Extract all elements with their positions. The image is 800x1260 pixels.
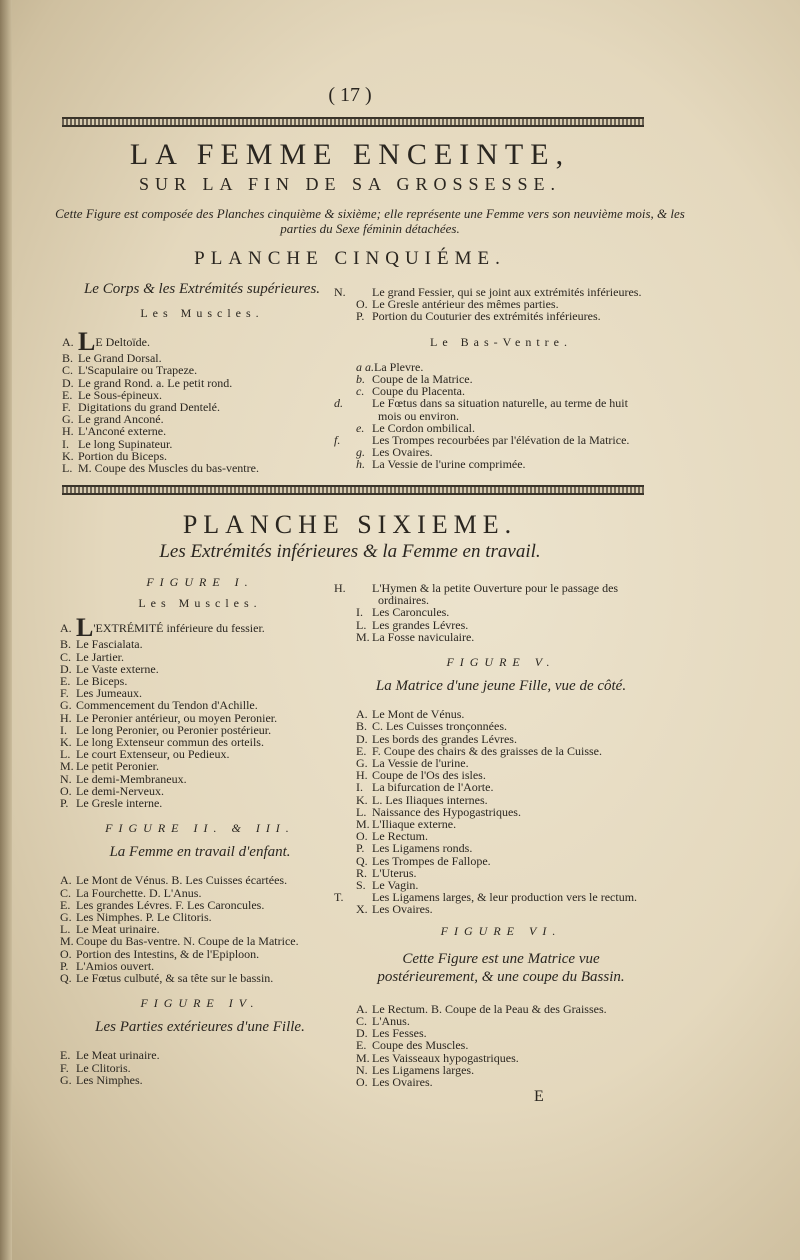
legend-key: F. [62,400,71,415]
legend-key: L. [62,461,73,476]
legend-key: L. [356,617,367,632]
legend-key: C. [60,885,72,900]
fig4-heading: Les Parties extérieures d'une Fille. [95,1019,305,1036]
legend-key: B. [60,637,72,652]
legend-text: La Fourchette. D. L'Anus. [76,885,202,900]
legend-key: O. [356,297,368,312]
signature-mark: E [534,1088,544,1105]
legend-key: M. [60,759,74,774]
legend-text: Le Grand Dorsal. [78,351,162,366]
fig23-list [60,874,340,984]
legend-text: Les Caroncules. [372,605,450,620]
legend-key: Q. [60,971,72,986]
legend-text: Le Vaste externe. [76,661,159,676]
planche5-heading: PLANCHE CINQUIÉME. [194,248,506,269]
legend-text: Le court Extenseur, ou Pedieux. [76,747,230,762]
legend-text: Portion des Intestins, & de l'Epiploon. [76,946,260,961]
legend-key: E. [60,674,71,689]
legend-key: E. [356,743,367,758]
planche6-right-list [334,581,646,644]
fig5-label: FIGURE V. [446,655,556,670]
legend-key: L. [356,804,367,819]
legend-key: D. [62,375,74,390]
legend-key: d. [334,396,343,411]
legend-text: Les Ovaires. [372,445,433,460]
fig6-heading: Cette Figure est une Matrice vue postérieurement, & une coupe du Bassin. [377,950,625,985]
legend-key: O. [60,783,72,798]
legend-text: Coupe de l'Os des isles. [372,768,486,783]
legend-key: g. [356,445,365,460]
legend-text: E Deltoïde. [95,335,150,350]
legend-text: Digitations du grand Dentelé. [78,400,220,415]
legend-text: Les Fesses. [372,1026,427,1041]
legend-key: Q. [356,853,368,868]
legend-entry [356,903,646,915]
fig23-heading: La Femme en travail d'enfant. [109,844,291,861]
fig4-label: FIGURE IV. [140,996,260,1011]
fig5-heading: La Matrice d'une jeune Fille, vue de côté. [375,678,627,695]
planche6-heading: PLANCHE SIXIEME. [182,510,518,539]
legend-key: T. [334,890,344,905]
legend-text: L'Scapulaire ou Trapeze. [78,363,198,378]
legend-key: O. [356,1075,368,1090]
legend-text: Les Ligamens ronds. [372,841,473,856]
planche6-right-column [334,581,646,1090]
legend-key: M. [60,934,74,949]
legend-key: B. [62,351,74,366]
legend-key: A. [356,1001,368,1016]
legend-text: L'Amios ouvert. [76,958,155,973]
legend-text: Le demi-Nerveux. [76,783,164,798]
fig6-list [356,1003,646,1088]
legend-key: P. [60,796,69,811]
fig1-label: FIGURE I. [146,575,254,589]
page-title: LA FEMME ENCEINTE, [129,138,571,171]
legend-text: Coupe du Placenta. [372,384,465,399]
fig6-label: FIGURE VI. [440,923,562,938]
legend-text: Le demi-Membraneux. [76,771,187,786]
legend-entry [356,310,646,322]
legend-text: Le Fœtus culbuté, & sa tête sur le bassin. [76,971,274,986]
legend-key: G. [60,910,72,925]
fig23-label: FIGURE II. & III. [105,821,295,836]
legend-key: E. [62,387,73,402]
planche5-right-column [334,285,646,472]
legend-text: Les Trompes recourbées par l'élévation de la Matrice. [372,433,630,448]
legend-key: K. [60,735,72,750]
legend-text: Le Sous-épineux. [78,387,162,402]
legend-text: Portion du Couturier des extrémités inférieures. [372,309,601,324]
legend-text: La Vessie de l'urine comprimée. [372,457,526,472]
legend-text: Les Ovaires. [372,902,433,917]
legend-key: G. [356,756,368,771]
legend-key: F. [60,686,69,701]
legend-key: H. [60,710,72,725]
legend-key: K. [62,448,74,463]
page-subtitle: SUR LA FIN DE SA GROSSESSE. [138,174,562,194]
drop-cap: L [78,327,96,357]
legend-entry [356,458,646,470]
legend-key: H. [356,768,368,783]
drop-cap: L [76,613,94,643]
legend-text: Les Ligamens larges, & leur production vers le rectum. [372,890,638,905]
legend-entry [356,1076,646,1088]
planche6-subheading: Les Extrémités inférieures & la Femme en travail. [159,541,541,562]
legend-text: Le Fœtus dans sa situation naturelle, au terme de huit mois ou environ. [372,396,628,423]
legend-text: L'Iliaque externe. [372,817,457,832]
fig1-muscles-label: Les Muscles. [138,596,262,611]
legend-key: I. [62,436,69,451]
legend-text: Les Ovaires. [372,1075,433,1090]
legend-key: L. [60,747,71,762]
planche5-right-list [334,285,646,324]
legend-text: Coupe des Muscles. [372,1038,469,1053]
legend-key: M. [356,1050,370,1065]
legend-text: Le Mont de Vénus. [372,707,465,722]
legend-key: I. [356,605,363,620]
legend-key: X. [356,902,368,917]
legend-text: Le Peronier antérieur, ou moyen Peronier. [76,710,278,725]
legend-text: Les Nimphes. P. Le Clitoris. [76,910,212,925]
legend-text: La Vessie de l'urine. [372,756,469,771]
legend-key: P. [60,958,69,973]
top-ornamental-rule [62,117,644,127]
legend-text: Les Vaisseaux hypogastriques. [372,1050,519,1065]
legend-text: L'Hymen & la petite Ouverture pour le passage des ordinaires. [372,581,619,608]
legend-key: D. [356,1026,368,1041]
legend-key: D. [356,731,368,746]
fig4-list [60,1049,340,1086]
legend-key: A. [62,335,74,350]
legend-key: f. [334,433,341,448]
legend-text: Le Clitoris. [76,1060,131,1075]
legend-key: D. [60,661,72,676]
legend-key: b. [356,372,365,387]
legend-text: Les grandes Lévres. F. Les Caroncules. [76,897,265,912]
legend-text: Le Meat urinaire. [76,922,160,937]
legend-key: a a. [356,359,374,374]
legend-text: Portion du Biceps. [78,448,167,463]
legend-text: Le Meat urinaire. [76,1048,160,1063]
legend-key: C. [356,1014,368,1029]
legend-text: La Fosse naviculaire. [372,629,475,644]
legend-text: Le Gresle antérieur des mêmes parties. [372,297,559,312]
planche5-muscles-list [62,327,342,476]
legend-key: L. [60,922,71,937]
legend-key: S. [356,878,366,893]
legend-key: F. [60,1060,69,1075]
legend-key: B. [356,719,368,734]
bas-ventre-label: Le Bas-Ventre. [430,334,572,349]
legend-text: Le long Extenseur commun des orteils. [76,735,264,750]
legend-text: Le Vagin. [372,878,419,893]
legend-key: G. [60,698,72,713]
legend-key: R. [356,865,368,880]
legend-key: H. [334,581,346,595]
legend-key: A. [356,707,368,722]
legend-key: A. [60,873,72,888]
legend-text: Le Rectum. [372,829,428,844]
legend-text: 'EXTRÉMITÉ inférieure du fessier. [93,621,265,636]
legend-text: Les grandes Lévres. [372,617,469,632]
legend-text: Le Fascialata. [76,637,143,652]
legend-entry [356,631,646,643]
legend-text: Le Biceps. [76,674,128,689]
legend-text: L. Les Iliaques internes. [372,792,488,807]
legend-key: M. [356,817,370,832]
legend-key: G. [60,1072,72,1087]
legend-entry [60,613,340,643]
legend-key: c. [356,384,365,399]
legend-key: E. [356,1038,367,1053]
legend-text: L'Uterus. [372,865,417,880]
legend-key: M. [356,629,370,644]
planche5-left-column [62,280,342,474]
legend-key: e. [356,420,365,435]
legend-text: M. Coupe des Muscles du bas-ventre. [78,461,259,476]
legend-key: G. [62,412,74,427]
legend-entry [60,972,340,984]
legend-text: Commencement du Tendon d'Achille. [76,698,258,713]
legend-text: Le grand Rond. a. Le petit rond. [78,375,233,390]
legend-entry [334,396,646,423]
legend-key: E. [60,897,71,912]
intro-text: Cette Figure est composée des Planches cinquième & sixième; elle représente une Femme vers son neuvième mois, & les parties du Sexe féminin détachées. [55,206,685,236]
legend-key: K. [356,792,368,807]
legend-key: O. [356,829,368,844]
legend-text: Coupe de la Matrice. [372,372,473,387]
legend-text: Le long Peronier, ou Peronier postérieur. [76,722,272,737]
legend-text: Le grand Anconé. [78,412,164,427]
legend-text: Coupe du Bas-ventre. N. Coupe de la Matrice. [76,934,299,949]
legend-entry [60,1074,340,1086]
legend-text: Le long Supinateur. [78,436,173,451]
legend-key: P. [356,309,365,324]
legend-text: Les Nimphes. [76,1072,143,1087]
legend-text: Naissance des Hypogastriques. [372,804,521,819]
legend-key: I. [356,780,363,795]
legend-text: C. Les Cuisses tronçonnées. [372,719,507,734]
legend-text: Les Jumeaux. [76,686,142,701]
legend-text: Les Ligamens larges. [372,1062,475,1077]
legend-entry [62,327,342,357]
legend-key: C. [60,649,72,664]
legend-key: N. [60,771,72,786]
legend-text: La bifurcation de l'Aorte. [372,780,494,795]
legend-text: L'Anus. [372,1014,410,1029]
middle-ornamental-rule [62,485,644,495]
legend-text: Le grand Fessier, qui se joint aux extrémités inférieures. [372,285,642,299]
planche5-left-heading: Le Corps & les Extrémités supérieures. [83,281,321,297]
legend-key: O. [60,946,72,961]
legend-text: F. Coupe des chairs & des graisses de la Cuisse. [372,743,603,758]
legend-key: P. [356,841,365,856]
legend-text: Les Trompes de Fallope. [372,853,491,868]
legend-key: E. [60,1048,71,1063]
bas-ventre-list [334,359,646,472]
fig5-list [334,707,646,917]
legend-key: I. [60,722,67,737]
legend-text: Le Rectum. B. Coupe de la Peau & des Graisses. [372,1001,607,1016]
legend-text: La Plevre. [374,359,424,374]
fig1-list [60,613,340,811]
legend-text: Le Mont de Vénus. B. Les Cuisses écartées. [76,873,288,888]
legend-key: N. [334,285,346,299]
legend-entry [62,462,342,474]
legend-entry [60,797,340,809]
legend-key: H. [62,424,74,439]
legend-text: Le Gresle interne. [76,796,163,811]
legend-key: N. [356,1062,368,1077]
legend-text: Les bords des grandes Lévres. [372,731,517,746]
legend-key: C. [62,363,74,378]
legend-text: Le petit Peronier. [76,759,159,774]
legend-key: A. [60,621,72,636]
page-number: ( 17 ) [328,84,372,106]
legend-text: Le Jartier. [76,649,124,664]
planche5-muscles-label: Les Muscles. [140,306,264,320]
legend-text: L'Anconé externe. [78,424,167,439]
planche6-left-column [60,576,340,1086]
legend-entry [334,581,646,608]
legend-key: h. [356,457,365,472]
legend-text: Le Cordon ombilical. [372,420,475,435]
